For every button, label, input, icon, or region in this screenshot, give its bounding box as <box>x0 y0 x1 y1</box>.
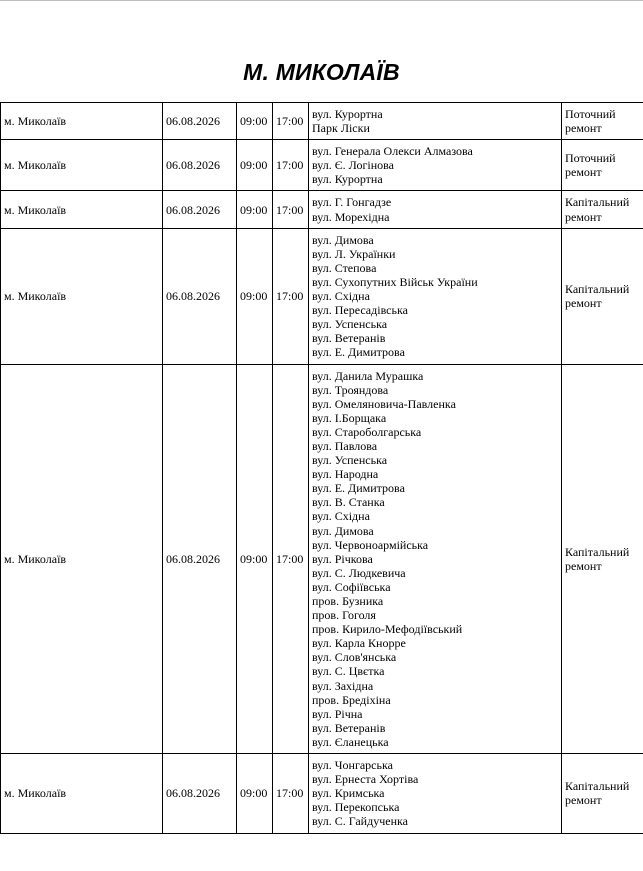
start-time-cell: 09:00 <box>237 364 273 754</box>
street-name: вул. Карла Кнорре <box>312 636 406 651</box>
streets-cell <box>309 140 562 191</box>
streets-cell <box>309 754 562 833</box>
street-name: вул. Курортна <box>312 172 383 187</box>
table-row <box>1 191 643 228</box>
street-name: вул. Степова <box>312 260 377 275</box>
street-name: вул. Морехідна <box>312 209 390 224</box>
start-time-cell: 09:00 <box>237 103 273 140</box>
city-cell: м. Миколаїв <box>1 191 163 228</box>
street-name: вул. Трояндова <box>312 382 389 397</box>
streets-cell <box>309 364 562 754</box>
street-name: вул. Річкова <box>312 551 373 566</box>
street-name: вул. Г. Гонгадзе <box>312 195 392 210</box>
end-time-cell: 17:00 <box>273 103 309 140</box>
streets-cell <box>309 191 562 228</box>
street-name: вул. Червоноармійська <box>312 537 429 552</box>
street-name: вул. Софіївська <box>312 579 391 594</box>
street-name: вул. Староболгарська <box>312 424 422 439</box>
date-cell: 06.08.2026 <box>163 103 237 140</box>
street-name: вул. С. Цвєтка <box>312 664 385 679</box>
work-type-label: Капітальний ремонт <box>565 195 630 224</box>
city-cell: м. Миколаїв <box>1 140 163 191</box>
work-type-cell <box>562 103 643 140</box>
street-name: вул. Річна <box>312 706 363 721</box>
city-cell: м. Миколаїв <box>1 103 163 140</box>
street-name: пров. Бредіхіна <box>312 692 391 707</box>
work-type-cell <box>562 191 643 228</box>
street-name: вул. Е. Димитрова <box>312 345 405 360</box>
street-name: вул. Перекопська <box>312 800 400 815</box>
end-time-cell: 17:00 <box>273 754 309 833</box>
city-cell: м. Миколаїв <box>1 364 163 754</box>
streets-cell <box>309 228 562 364</box>
street-name: вул. Данила Мурашка <box>312 368 424 383</box>
street-name: пров. Гоголя <box>312 608 376 623</box>
table-row <box>1 140 643 191</box>
streets-cell <box>309 103 562 140</box>
street-name: пров. Кирило-Мефодіївський <box>312 622 463 637</box>
city-cell: м. Миколаїв <box>1 754 163 833</box>
page-title: М. МИКОЛАЇВ <box>243 59 400 85</box>
street-name: вул. Курортна <box>312 107 383 121</box>
work-type-cell <box>562 228 643 364</box>
work-type-label: Поточний ремонт <box>565 151 616 180</box>
street-name: вул. Л. Українки <box>312 246 396 261</box>
street-name: вул. Слов'янська <box>312 650 397 665</box>
date-cell: 06.08.2026 <box>163 754 237 833</box>
start-time-cell: 09:00 <box>237 754 273 833</box>
street-name: вул. Західна <box>312 678 374 693</box>
street-name: вул. Є. Логінова <box>312 158 394 173</box>
start-time-cell: 09:00 <box>237 191 273 228</box>
street-name: вул. Єланецька <box>312 734 389 749</box>
work-type-cell <box>562 140 643 191</box>
work-type-cell <box>562 364 643 754</box>
street-name: вул. В. Станка <box>312 495 385 510</box>
end-time-cell: 17:00 <box>273 140 309 191</box>
schedule-body <box>1 103 643 834</box>
street-name: вул. Успенська <box>312 453 388 468</box>
date-cell: 06.08.2026 <box>163 191 237 228</box>
street-name: пров. Бузника <box>312 594 384 608</box>
street-name: вул. С. Людкевича <box>312 565 406 580</box>
street-name: вул. Ветеранів <box>312 331 386 346</box>
street-name: вул. І.Борщака <box>312 410 387 425</box>
work-type-label: Капітальний ремонт <box>565 281 630 311</box>
street-name: вул. Кримська <box>312 786 385 801</box>
table-row <box>1 228 643 364</box>
work-type-label: Капітальний ремонт <box>565 544 630 573</box>
start-time-cell: 09:00 <box>237 140 273 191</box>
work-type-label: Капітальний ремонт <box>565 779 630 808</box>
work-type-cell <box>562 754 643 833</box>
date-cell: 06.08.2026 <box>163 364 237 754</box>
work-type-label: Поточний ремонт <box>565 107 616 136</box>
end-time-cell: 17:00 <box>273 191 309 228</box>
street-name: вул. Омеляновича-Павленка <box>312 396 456 411</box>
end-time-cell: 17:00 <box>273 228 309 364</box>
street-name: вул. Димова <box>312 232 374 247</box>
street-name: вул. Ветеранів <box>312 720 386 735</box>
street-name: вул. Сухопутних Військ України <box>312 274 478 289</box>
street-name: вул. Ернеста Хортіва <box>312 772 419 787</box>
street-name: вул. Народна <box>312 467 379 482</box>
table-row <box>1 364 643 754</box>
street-name: вул. Е. Димитрова <box>312 481 405 496</box>
street-name: вул. Генерала Олекси Алмазова <box>312 144 473 159</box>
street-name: вул. Східна <box>312 289 370 304</box>
street-name: вул. Пересадівська <box>312 303 408 318</box>
end-time-cell: 17:00 <box>273 364 309 754</box>
street-name: Парк Ліски <box>312 121 370 136</box>
street-name: вул. Успенська <box>312 317 388 332</box>
table-row <box>1 754 643 833</box>
street-name: вул. Чонгарська <box>312 758 393 773</box>
table-row <box>1 103 643 140</box>
city-cell: м. Миколаїв <box>1 228 163 364</box>
start-time-cell: 09:00 <box>237 228 273 364</box>
street-name: вул. Димова <box>312 523 374 538</box>
top-rule <box>0 0 643 1</box>
street-name: вул. Павлова <box>312 438 378 453</box>
street-name: вул. Східна <box>312 509 370 524</box>
date-cell: 06.08.2026 <box>163 140 237 191</box>
date-cell: 06.08.2026 <box>163 228 237 364</box>
outage-schedule-table <box>0 102 643 834</box>
street-name: вул. С. Гайдученка <box>312 814 408 829</box>
